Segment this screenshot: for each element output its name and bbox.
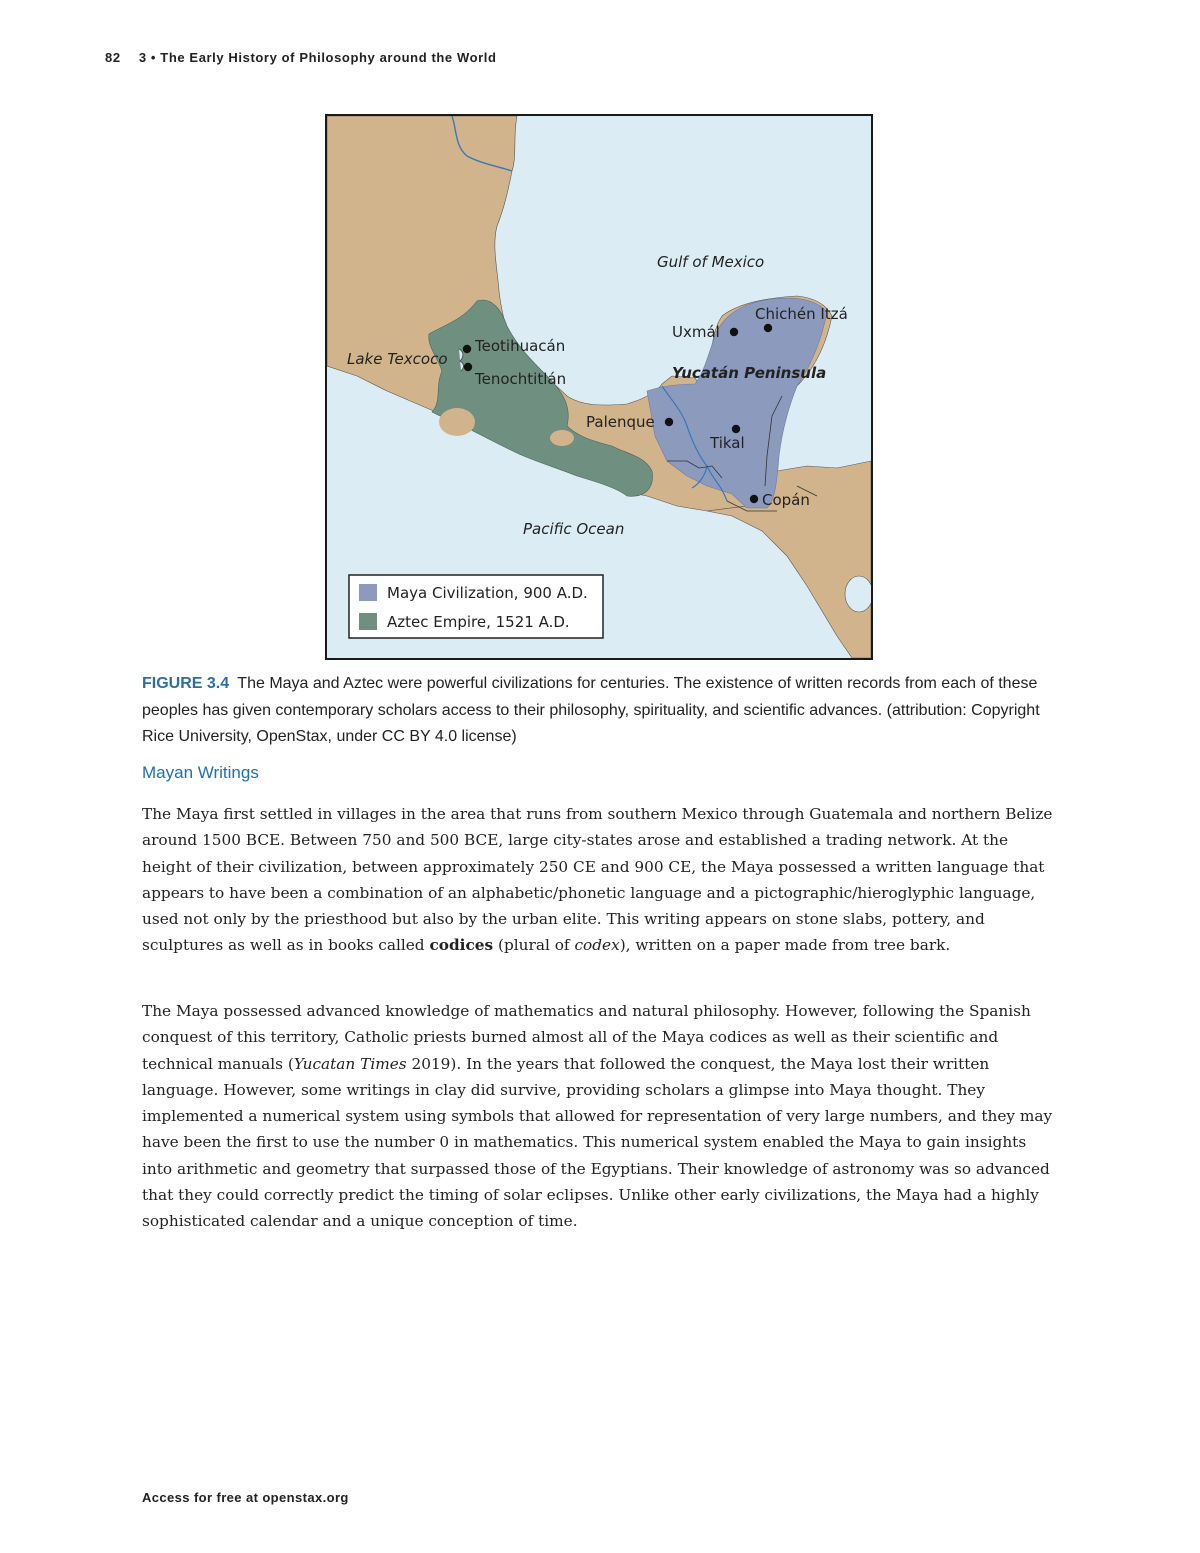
legend-label-maya: Maya Civilization, 900 A.D. xyxy=(387,584,588,602)
chapter-title: 3 • The Early History of Philosophy around the World xyxy=(138,50,497,65)
city-dot-tikal xyxy=(732,425,740,433)
paragraph-2: The Maya possessed advanced knowledge of mathematics and natural philosophy. However, following the Spanish conquest of this territory, Catholic priests burned almost all of the Maya codices as well as their scientific and technical manuals (Yucatan Times 2019). In the years that followed the conquest, the Maya lost their written language. However, some writings in clay did survive, providing scholars a glimpse into Maya thought. They implemented a numerical system using symbols that allowed for representation of very large numbers, and they may have been the first to use the number 0 in mathematics. This numerical system enabled the Maya to gain insights into arithmetic and geometry that surpassed those of the Egyptians. Their knowledge of astronomy was so advanced that they could correctly predict the timing of solar eclipses. Unlike other early civilizations, the Maya had a highly sophisticated calendar and a unique conception of time. xyxy=(142,1002,1053,1231)
city-dot-uxmal xyxy=(730,328,738,336)
lake-nicaragua xyxy=(845,576,871,612)
label-chichen: Chichén Itzá xyxy=(755,305,848,323)
figure-caption xyxy=(142,671,1042,751)
city-dot-copan xyxy=(750,495,758,503)
term-codices: codices xyxy=(429,936,494,955)
label-lake-texcoco: Lake Texcoco xyxy=(347,350,448,368)
paragraph-1: The Maya first settled in villages in the area that runs from southern Mexico through Guatemala and northern Belize around 1500 BCE. Between 750 and 500 BCE, large city-states arose and established a trading network. At the height of their civilization, between approximately 250 CE and 900 CE, the Maya possessed a written language that appears to have been a combination of an alphabetic/phonetic language and a pictographic/hieroglyphic language, used not only by the priesthood but also by the urban elite. This writing appears on stone slabs, pottery, and sculptures as well as in books called codices (plural of codex), written on a paper made from tree bark. xyxy=(142,805,1053,955)
city-dot-palenque xyxy=(665,418,673,426)
section-title: Mayan Writings xyxy=(142,763,259,782)
figure-label: FIGURE 3.4 xyxy=(142,675,230,692)
label-palenque: Palenque xyxy=(586,413,655,431)
page-header xyxy=(105,50,497,65)
map-svg xyxy=(327,116,871,658)
land-patch xyxy=(439,408,475,436)
label-gulf: Gulf of Mexico xyxy=(657,253,765,271)
map-legend xyxy=(349,575,603,638)
label-copan: Copán xyxy=(762,491,810,509)
legend-label-aztec: Aztec Empire, 1521 A.D. xyxy=(387,613,570,631)
label-tenochtitlan: Tenochtitlán xyxy=(475,370,567,388)
page-number: 82 xyxy=(105,50,121,65)
label-teotihuacan: Teotihuacán xyxy=(475,337,566,355)
label-tikal: Tikal xyxy=(710,434,745,452)
caption-text: The Maya and Aztec were powerful civilizations for centuries. The existence of written records from each of these peoples has given contemporary scholars access to their philosophy, spirituality, and scientific advances. (attribution: Copyright Rice University, OpenStax, under CC BY 4.0 license) xyxy=(142,675,1040,745)
city-dot-teotihuacan xyxy=(463,345,471,353)
legend-swatch-maya xyxy=(359,584,377,601)
legend-swatch-aztec xyxy=(359,613,377,630)
label-yucatan: Yucatán Peninsula xyxy=(672,364,827,382)
land-patch xyxy=(550,430,574,446)
city-dot-tenochtitlan xyxy=(464,363,472,371)
page-footer: Access for free at openstax.org xyxy=(142,1490,349,1505)
label-pacific: Pacific Ocean xyxy=(523,520,625,538)
label-uxmal: Uxmál xyxy=(672,323,720,341)
city-dot-chichen xyxy=(764,324,772,332)
map-figure xyxy=(325,114,873,660)
